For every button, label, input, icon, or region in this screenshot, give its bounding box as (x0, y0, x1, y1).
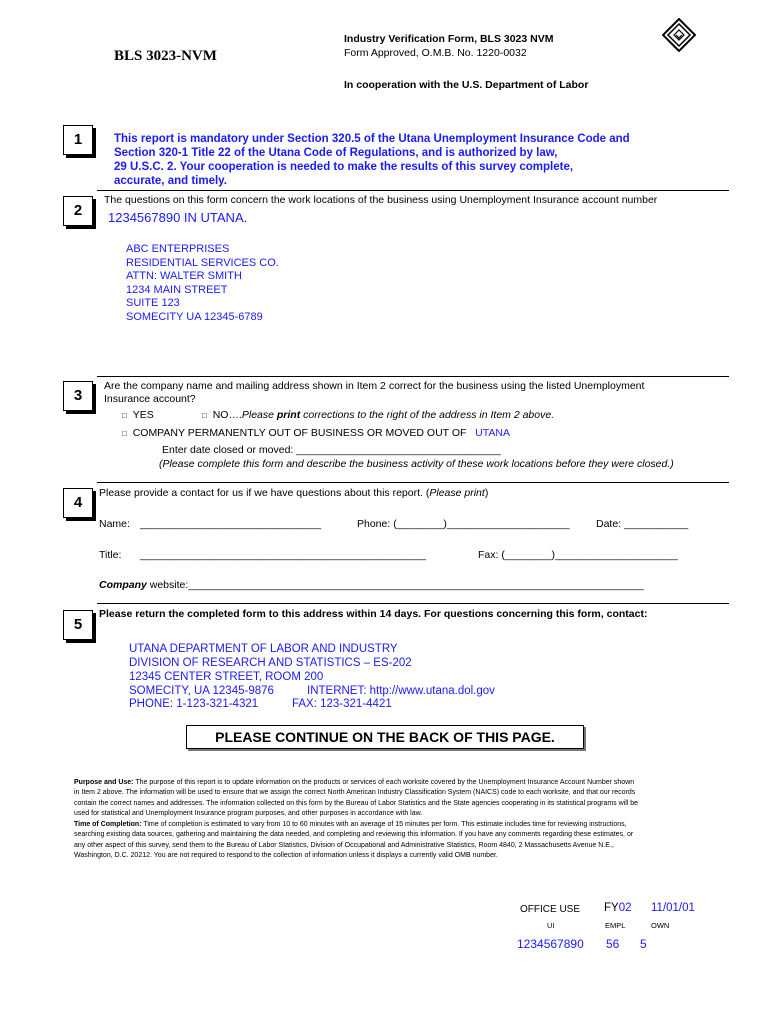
address-line: ABC ENTERPRISES (126, 243, 230, 255)
divider (97, 603, 729, 604)
item-2-number: 2 (63, 196, 93, 226)
time-line: any other aspect of this survey, send them to the Bureau of Labor Statistics, Division of Occupational and Administrative Statistics, Room 4840, 2 Massachusetts Avenue N.E., (74, 841, 614, 849)
address-line: SOMECITY UA 12345-6789 (126, 310, 263, 323)
address-line: RESIDENTIAL SERVICES CO. (126, 256, 279, 269)
time-line: Time of completion is estimated to vary from 10 to 60 minutes with an average of 15 minutes per form. This estimate includes time for reviewing instructions, (141, 821, 627, 828)
checkbox-icon[interactable]: □ (122, 429, 127, 438)
intro-text: Please provide a contact for us if we have questions about this report. ( (99, 487, 430, 499)
fiscal-year (604, 902, 632, 914)
fy-value: 02 (618, 902, 632, 914)
fy-prefix: FY (604, 902, 619, 914)
state-name: UTANA (475, 427, 510, 439)
address-line: 1234 MAIN STREET (126, 283, 228, 296)
time-label: Time of Completion: (74, 821, 142, 828)
item-4-intro (99, 487, 488, 499)
purpose-section (74, 778, 740, 819)
purpose-line: used for statistical and Unemployment Insurance program purposes, and other purposes in accordance with law. (74, 809, 423, 817)
title-label: Title: (99, 549, 122, 561)
return-city: SOMECITY, UA 12345-9876 (129, 685, 274, 697)
name-label: Name: (99, 518, 130, 530)
address-line: UTANA DEPARTMENT OF LABOR AND INDUSTRY (129, 643, 398, 655)
purpose-line: in Item 2 above. The information will be used to ensure that we assign the correct North American Industry Classification System (NAICS) code to each worksite, and that our records (74, 789, 636, 797)
form-title: Industry Verification Form, BLS 3023 NVM (344, 33, 554, 45)
return-phone: PHONE: 1-123-321-4321 (129, 698, 259, 710)
out-of-business-label: COMPANY PERMANENTLY OUT OF BUSINESS OR MOVED OUT OF (132, 427, 467, 439)
empl-label: EMPL (605, 921, 626, 930)
no-instruction: corrections to the right of the address in Item 2 above. (300, 409, 555, 421)
checkbox-icon[interactable]: □ (122, 411, 127, 420)
title-field[interactable]: _________________________________________________ (140, 549, 427, 561)
item-2-intro: The questions on this form concern the work locations of the business using Unemployment Insurance account number (104, 194, 658, 206)
time-line: Washington, D.C. 20212. You are not required to respond to the collection of information unless it displays a currently valid OMB number. (74, 851, 498, 859)
return-fax: FAX: 123-321-4421 (292, 698, 392, 710)
phone-field[interactable]: Phone: (________)_____________________ (357, 518, 570, 530)
fax-field[interactable]: Fax: (________)_____________________ (478, 549, 678, 561)
item-4-number: 4 (63, 488, 93, 518)
out-of-business-option[interactable] (122, 427, 510, 439)
item-1-number: 1 (63, 125, 93, 155)
notice-line: accurate, and timely. (114, 175, 227, 187)
address-line: DIVISION OF RESEARCH AND STATISTICS – ES-202 (129, 656, 412, 669)
account-number: 1234567890 IN UTANA. (108, 210, 248, 225)
website-line: website:______________________________________________________________________________ (146, 579, 644, 591)
no-instruction: Please (241, 409, 277, 421)
address-line: ATTN: WALTER SMITH (126, 270, 242, 283)
form-id: BLS 3023-NVM (114, 48, 217, 64)
continue-banner: PLEASE CONTINUE ON THE BACK OF THIS PAGE. (186, 725, 584, 749)
purpose-line: The purpose of this report is to update information on the products or services of each worksite covered by the Unemployment Insurance Account Number shown (133, 779, 635, 786)
date-closed-field[interactable]: Enter date closed or moved: ___________________________________ (162, 444, 501, 456)
ui-value: 1234567890 (517, 937, 584, 951)
item-3-number: 3 (63, 381, 93, 411)
notice-line: This report is mandatory under Section 320.5 of the Utana Unemployment Insurance Code and (114, 133, 630, 145)
question-line: Insurance account? (104, 393, 196, 405)
checkbox-icon[interactable]: □ (202, 411, 207, 420)
ui-label: UI (547, 921, 555, 930)
return-internet[interactable]: INTERNET: http://www.utana.dol.gov (307, 685, 495, 697)
intro-italic: Please print (429, 487, 485, 499)
divider (97, 482, 729, 483)
item-3-question (104, 380, 644, 406)
own-value: 5 (640, 937, 647, 951)
question-line: Are the company name and mailing address shown in Item 2 correct for the business using the listed Unemployment (104, 380, 645, 392)
purpose-line: contain the correct names and addresses. The information collected on this form by the Bureau of Labor Statistics and the State agencies cooperating in its statistical programs will be (74, 799, 639, 807)
time-section (74, 820, 740, 861)
cooperation-note: In cooperation with the U.S. Department of Labor (344, 79, 589, 91)
notice-line: 29 U.S.C. 2. Your cooperation is needed to make the results of this survey complete, (114, 161, 574, 173)
notice-line: Section 320-1 Title 22 of the Utana Code of Regulations, and is authorized by law, (114, 147, 558, 159)
name-field[interactable]: _______________________________ (140, 518, 322, 530)
divider (97, 376, 729, 377)
yes-label: YES (132, 409, 154, 421)
no-instruction-bold: print (276, 409, 301, 421)
date-field[interactable]: Date: ___________ (596, 518, 689, 530)
address-line: SUITE 123 (126, 297, 180, 310)
item-5-number: 5 (63, 610, 93, 640)
divider (97, 190, 729, 191)
mailing-address (126, 243, 279, 325)
no-label: NO…. (212, 409, 242, 421)
return-address (129, 643, 412, 684)
office-date: 11/01/01 (651, 902, 695, 914)
omb-approval: Form Approved, O.M.B. No. 1220-0032 (344, 47, 527, 59)
complete-note: (Please complete this form and describe the business activity of these work locations before they were closed.) (159, 458, 674, 470)
website-label-bold: Company (99, 579, 147, 591)
no-option[interactable] (202, 409, 554, 421)
item-5-intro: Please return the completed form to this address within 14 days. For questions concerning this form, contact: (99, 608, 648, 620)
intro-end: ) (484, 487, 489, 499)
yes-option[interactable] (122, 409, 154, 421)
address-line: 12345 CENTER STREET, ROOM 200 (129, 670, 324, 683)
website-field[interactable] (99, 579, 644, 591)
own-label: OWN (651, 921, 670, 930)
purpose-label: Purpose and Use: (74, 779, 134, 786)
mandatory-notice (114, 132, 630, 188)
time-line: searching existing data sources, gathering and maintaining the data needed, and completing and reviewing this information. If you have any comments regarding these estimates, or (74, 831, 634, 839)
office-use-label: OFFICE USE (520, 904, 581, 915)
bls-logo-icon (662, 18, 696, 52)
empl-value: 56 (606, 937, 620, 951)
